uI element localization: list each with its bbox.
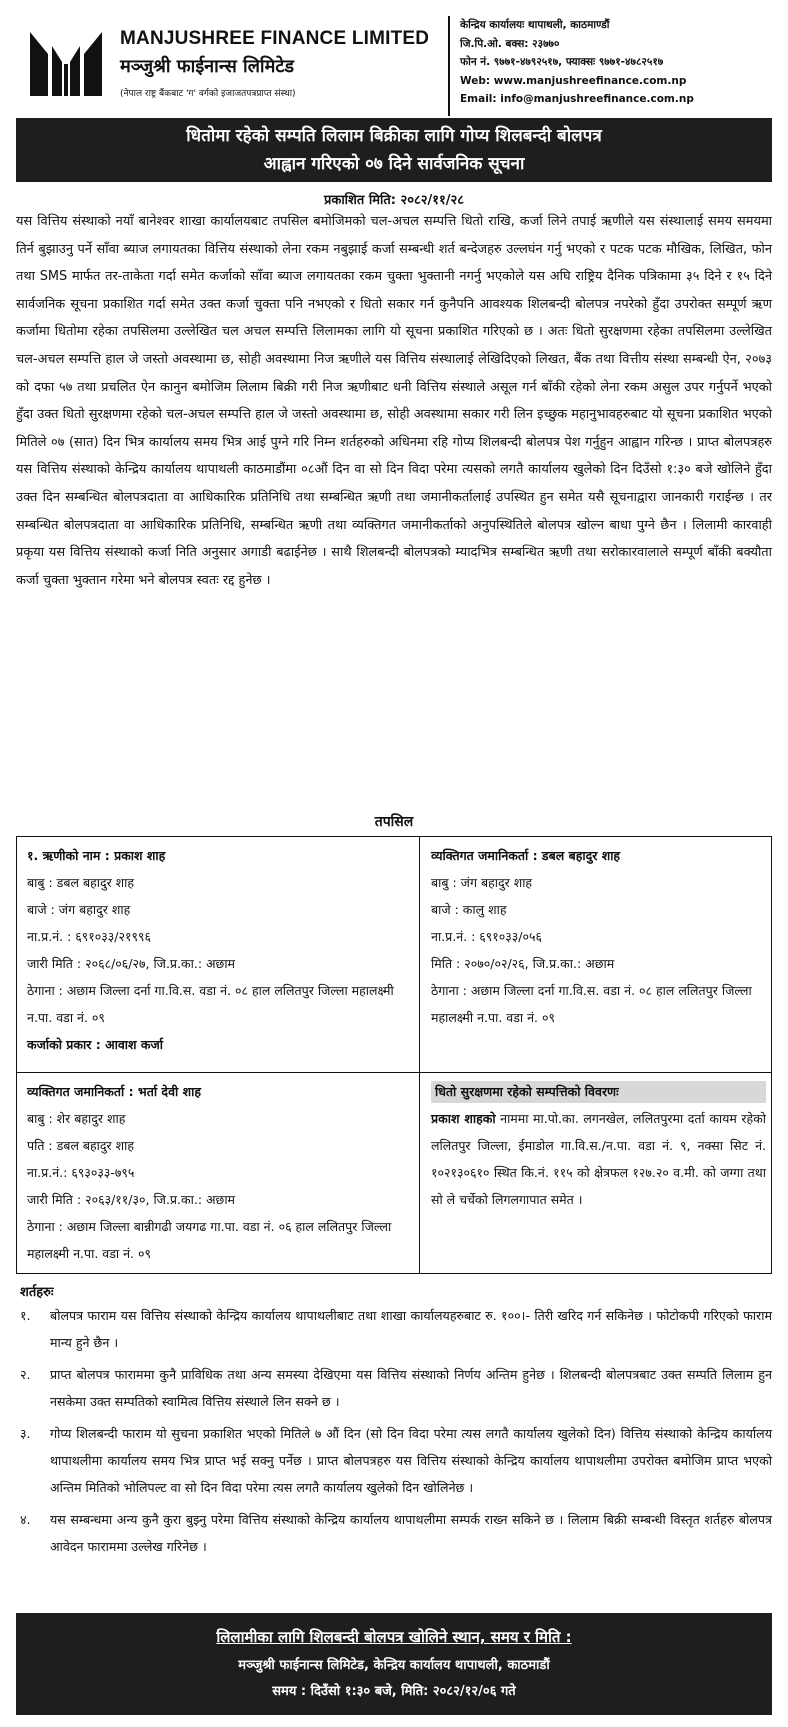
collateral-heading: धितो सुरक्षणमा रहेको सम्पत्तिको विवरणः bbox=[431, 1081, 766, 1103]
contact-block bbox=[460, 16, 694, 109]
guarantor-line: बाजे : कालु शाह bbox=[431, 902, 507, 917]
notice-title bbox=[16, 118, 772, 182]
opening-place: मञ्जुश्री फाईनान्स लिमिटेड, केन्द्रिय कार्यालय थापाथली, काठमाडौं bbox=[238, 1658, 550, 1673]
opening-info-box bbox=[16, 1613, 772, 1715]
license-note: (नेपाल राष्ट्र बैंकबाट 'ग' वर्गको इजाजतपत्रप्राप्त संस्था) bbox=[120, 89, 296, 99]
term-number: २. bbox=[20, 1366, 31, 1382]
term-text: गोप्य शिलबन्दी फाराम यो सुचना प्रकाशित भएको मितिले ७ औं दिन (सो दिन विदा परेमा त्यस लगतै कार्यालय खुलेको दिन) वित्तिय संस्थाको केन्द्रिय कार्यालय थापाथलीमा कार्यालय समय भित्र प्राप्त भई सक्नु पर्नेछ । प्राप्त बोलपत्रहरु यस वित्तिय संस्थाको केन्द्रिय कार्यालय थापाथलीमा उपरोक्त बमोजिम प्राप्त भएको अन्तिम मितिको भोलिपल्ट वा सो दिन विदा परेमा त्यस लगतै कार्यालय खुलेको दिन खोलिनेछ । bbox=[50, 1425, 772, 1496]
guarantor2-cell bbox=[27, 1078, 407, 1267]
notice-title-line: धितोमा रहेको सम्पति लिलाम बिक्रीका लागि गोप्य शिलबन्दी बोलपत्र bbox=[186, 126, 602, 146]
term-number: ३. bbox=[20, 1425, 31, 1441]
schedule-heading: तपसिल bbox=[374, 814, 414, 830]
opening-time: समय : दिउँसो १:३० बजे, मिति: २०८२/१२/०६ गते bbox=[272, 1684, 516, 1699]
borrower-line: बाजे : जंग बहादुर शाह bbox=[27, 902, 131, 917]
borrower-name: १. ऋणीको नाम : प्रकाश शाह bbox=[27, 848, 166, 863]
guarantor-line: बाबु : जंग बहादुर शाह bbox=[431, 875, 533, 890]
term-number: १. bbox=[20, 1308, 31, 1323]
term-item bbox=[20, 1302, 772, 1357]
guarantor-name: व्यक्तिगत जमानिकर्ता : भर्ता देवी शाह bbox=[27, 1084, 201, 1099]
collateral-description bbox=[431, 1105, 766, 1213]
contact-line: Email: info@manjushreefinance.com.np bbox=[460, 93, 694, 105]
mfl-logo bbox=[26, 24, 106, 100]
contact-line: Web: www.manjushreefinance.com.np bbox=[460, 74, 687, 87]
publish-date: प्रकाशित मिति: २०८२/११/२८ bbox=[323, 193, 465, 208]
terms-list bbox=[20, 1302, 772, 1565]
company-name-en: MANJUSHREE FINANCE LIMITED bbox=[120, 28, 430, 49]
guarantor1-cell bbox=[431, 842, 761, 1031]
company-name-np: मञ्जुश्री फाईनान्स लिमिटेड bbox=[120, 56, 295, 77]
term-text: बोलपत्र फाराम यस वित्तिय संस्थाको केन्द्रिय कार्यालय थापाथलीबाट तथा शाखा कार्यालयहरुबाट रु. १००।- तिरी खरिद गर्न सकिनेछ । फोटोकपी गरिएको फाराम मान्य हुने छैन । bbox=[50, 1308, 772, 1351]
header-divider bbox=[448, 16, 450, 116]
loan-type: कर्जाको प्रकार : आवाश कर्जा bbox=[27, 1037, 163, 1052]
table-divider bbox=[419, 837, 420, 1273]
guarantor-line: ठेगाना : अछाम जिल्ला बान्नीगढी जयगढ गा.पा. वडा नं. ०६ हाल ललितपुर जिल्ला महालक्ष्मी न.पा. वडा नं. ०९ bbox=[27, 1219, 392, 1261]
opening-heading: लिलामीका लागि शिलबन्दी बोलपत्र खोलिने स्थान, समय र मिति : bbox=[216, 1628, 572, 1646]
collateral-text: नाममा मा.पो.का. लगनखेल, ललितपुरमा दर्ता कायम रहेको ललितपुर जिल्ला, ईमाडोल गा.वि.स./न.पा. वडा नं. ९, नक्सा सिट नं. १०२१३०६१० स्थित कि.नं. ११५ को क्षेत्रफल १२७.२० व.मी. को जग्गा तथा सो ले चर्चेको लिगलगापात समेत । bbox=[431, 1111, 766, 1207]
terms-heading: शर्तहरुः bbox=[20, 1285, 54, 1300]
guarantor-line: पति : डबल बहादुर शाह bbox=[27, 1138, 135, 1153]
letterhead bbox=[16, 16, 766, 112]
borrower-line: ना.प्र.नं. : ६९१०३३/२१९९६ bbox=[27, 929, 152, 944]
term-text: प्राप्त बोलपत्र फाराममा कुनै प्राविधिक तथा अन्य समस्या देखिएमा यस वित्तिय संस्थाको निर्णय अन्तिम हुनेछ । शिलबन्दी बोलपत्रबाट उक्त सम्पति लिलाम हुन नसकेमा उक्त सम्पतिको स्वामित्व वित्तिय संस्थाले लिन सक्ने छ । bbox=[50, 1366, 772, 1410]
guarantor-line: ठेगाना : अछाम जिल्ला दर्ना गा.वि.स. वडा नं. ०८ हाल ललितपुर जिल्ला महालक्ष्मी न.पा. वडा नं. ०९ bbox=[431, 983, 752, 1025]
guarantor-name: व्यक्तिगत जमानिकर्ता : डबल बहादुर शाह bbox=[431, 848, 621, 863]
term-text: यस सम्बन्धमा अन्य कुनै कुरा बुझ्नु परेमा वित्तिय संस्थाको केन्द्रिय कार्यालय थापाथलीमा सम्पर्क राख्न सकिने छ । लिलाम बिक्री सम्बन्धी विस्तृत शर्तहरु बोलपत्र आवेदन फाराममा उल्लेख गरिनेछ । bbox=[50, 1511, 772, 1555]
borrower-line: जारी मिति : २०६८/०६/२७, जि.प्र.का.: अछाम bbox=[27, 956, 236, 971]
guarantor-line: ना.प्र.नं. : ६९१०३३/०५६ bbox=[431, 929, 543, 944]
guarantor-line: ना.प्र.नं.: ६९३०३३-७९५ bbox=[27, 1165, 135, 1180]
guarantor-line: जारी मिति : २०६३/११/३०, जि.प्र.का.: अछाम bbox=[27, 1192, 236, 1207]
contact-line: फोन नं. ९७७१-४७९२५१७, फ्याक्सः ९७७१-४७८२५१७ bbox=[460, 56, 664, 68]
schedule-table bbox=[16, 836, 772, 1274]
borrower-line: बाबु : डबल बहादुर शाह bbox=[27, 875, 135, 890]
notice-title-line: आह्वान गरिएको ०७ दिने सार्वजनिक सूचना bbox=[263, 154, 525, 174]
term-item bbox=[20, 1361, 772, 1416]
notice-body: यस वित्तिय संस्थाको नयाँ बानेश्वर शाखा कार्यालयबाट तपसिल बमोजिमको चल-अचल सम्पत्ति धितो राखि, कर्जा लिने तपाई ऋणीले यस संस्थालाई समय समयमा तिर्न बुझाउनु पर्ने साँवा ब्याज लगायतका वित्तिय संस्थाको लेना रकम नबुझाई कर्जा सम्बन्धी शर्त बन्देजहरु उल्लघंन गर्नु भएको र पटक पटक मौखिक, लिखित, फोन तथा SMS मार्फत तर-ताकेता गर्दा समेत कर्जाको साँवा ब्याज लगायतका रकम चुक्ता भुक्तानी नगर्नु भएकोले यस अघि राष्ट्रिय दैनिक पत्रिकामा ३५ दिने र १५ दिने सार्वजनिक सूचना प्रकाशित गर्दा समेत उक्त कर्जा चुक्ता पनि नभएको र धितो सकार गर्न कुनैपनि आवश्यक शिलबन्दी बोलपत्र नपरेको हुँदा उपरोक्त सम्पूर्ण ऋण कर्जामा धितोमा रहेका तपसिलमा उल्लेखित चल अचल सम्पत्ति लिलामका लागि यो सूचना प्रकाशित गरिएको छ । अतः धितो सुरक्षणमा रहेका तपसिलमा उल्लेखित चल-अचल सम्पत्ति हाल जे जस्तो अवस्थामा छ, सोही अवस्थामा निज ऋणीले यस वित्तिय संस्थालाई लेखिदिएको लिखत, बैंक तथा वित्तीय संस्था सम्बन्धी ऐन, २०७३ को दफा ५७ तथा प्रचलित ऐन कानुन बमोजिम लिलाम बिक्री गरी निज ऋणीबाट धनी वित्तिय संस्थाले असूल गर्न बाँकी रहेको लेना रकम असुल उपर गर्नुपर्ने भएको हुँदा उक्त धितो सुरक्षणमा रहेको चल-अचल सम्पत्ति हाल जे जस्तो अवस्थामा छ, सोही अवस्थामा सकार गरी लिन इच्छुक महानुभावहरुबाट यो सूचना प्रकाशित भएको मितिले ०७ (सात) दिन भित्र कार्यालय समय भित्र आई पुग्ने गरि निम्न शर्तहरुको अधिनमा रहि गोप्य शिलबन्दी बोलपत्र पेश गर्नुहुन आह्वान गरिन्छ । प्राप्त बोलपत्रहरु यस वित्तिय संस्थाको केन्द्रिय कार्यालय थापाथली काठमाडौंमा ०८औं दिन वा सो दिन विदा परेमा त्यसको लगतै कार्यालय खुलेको दिन दिउँसो १:३० बजे खोलिने हुँदा उक्त दिन सम्बन्धित बोलपत्रदाता वा आधिकारिक प्रतिनिधि तथा सम्बन्धित ऋणी तथा जमानीकर्तालाई उपस्थित हुन समेत यसै सूचनाद्वारा जानकारी गराईन्छ । तर सम्बन्धित बोलपत्रदाता वा आधिकारिक प्रतिनिधि, सम्बन्धित ऋणी तथा व्यक्तिगत जमानीकर्ताको अनुपस्थितिले बोलपत्र खोल्न बाधा पुग्ने छैन । लिलामी कारवाही प्रकृया यस वित्तिय संस्थाको कर्जा निति अनुसार अगाडी बढाईनेछ । साथै शिलबन्दी बोलपत्रको म्यादभित्र सम्बन्धित ऋणी तथा सरोकारवालाले सम्पूर्ण बाँकी बक्यौता कर्जा चुक्ता भुक्तान गरेमा भने बोलपत्र स्वतः रद्द हुनेछ । bbox=[16, 214, 772, 588]
guarantor-line: मिति : २०७०/०२/२६, जि.प्र.का.: अछाम bbox=[431, 956, 615, 971]
term-item bbox=[20, 1506, 772, 1561]
term-item bbox=[20, 1420, 772, 1502]
term-number: ४. bbox=[20, 1511, 31, 1527]
collateral-owner: प्रकाश शाहको bbox=[431, 1111, 496, 1126]
collateral-cell bbox=[431, 1081, 766, 1213]
guarantor-line: बाबु : शेर बहादुर शाह bbox=[27, 1111, 126, 1126]
table-divider bbox=[17, 1072, 771, 1073]
borrower-line: ठेगाना : अछाम जिल्ला दर्ना गा.वि.स. वडा नं. ०८ हाल ललितपुर जिल्ला महालक्ष्मी न.पा. वडा नं. ०९ bbox=[27, 983, 394, 1025]
contact-line: केन्द्रिय कार्यालयः थापाथली, काठमाण्डौं bbox=[460, 19, 610, 31]
borrower-cell bbox=[27, 842, 407, 1058]
contact-line: जि.पि.ओ. बक्स: २३७७० bbox=[460, 37, 560, 50]
